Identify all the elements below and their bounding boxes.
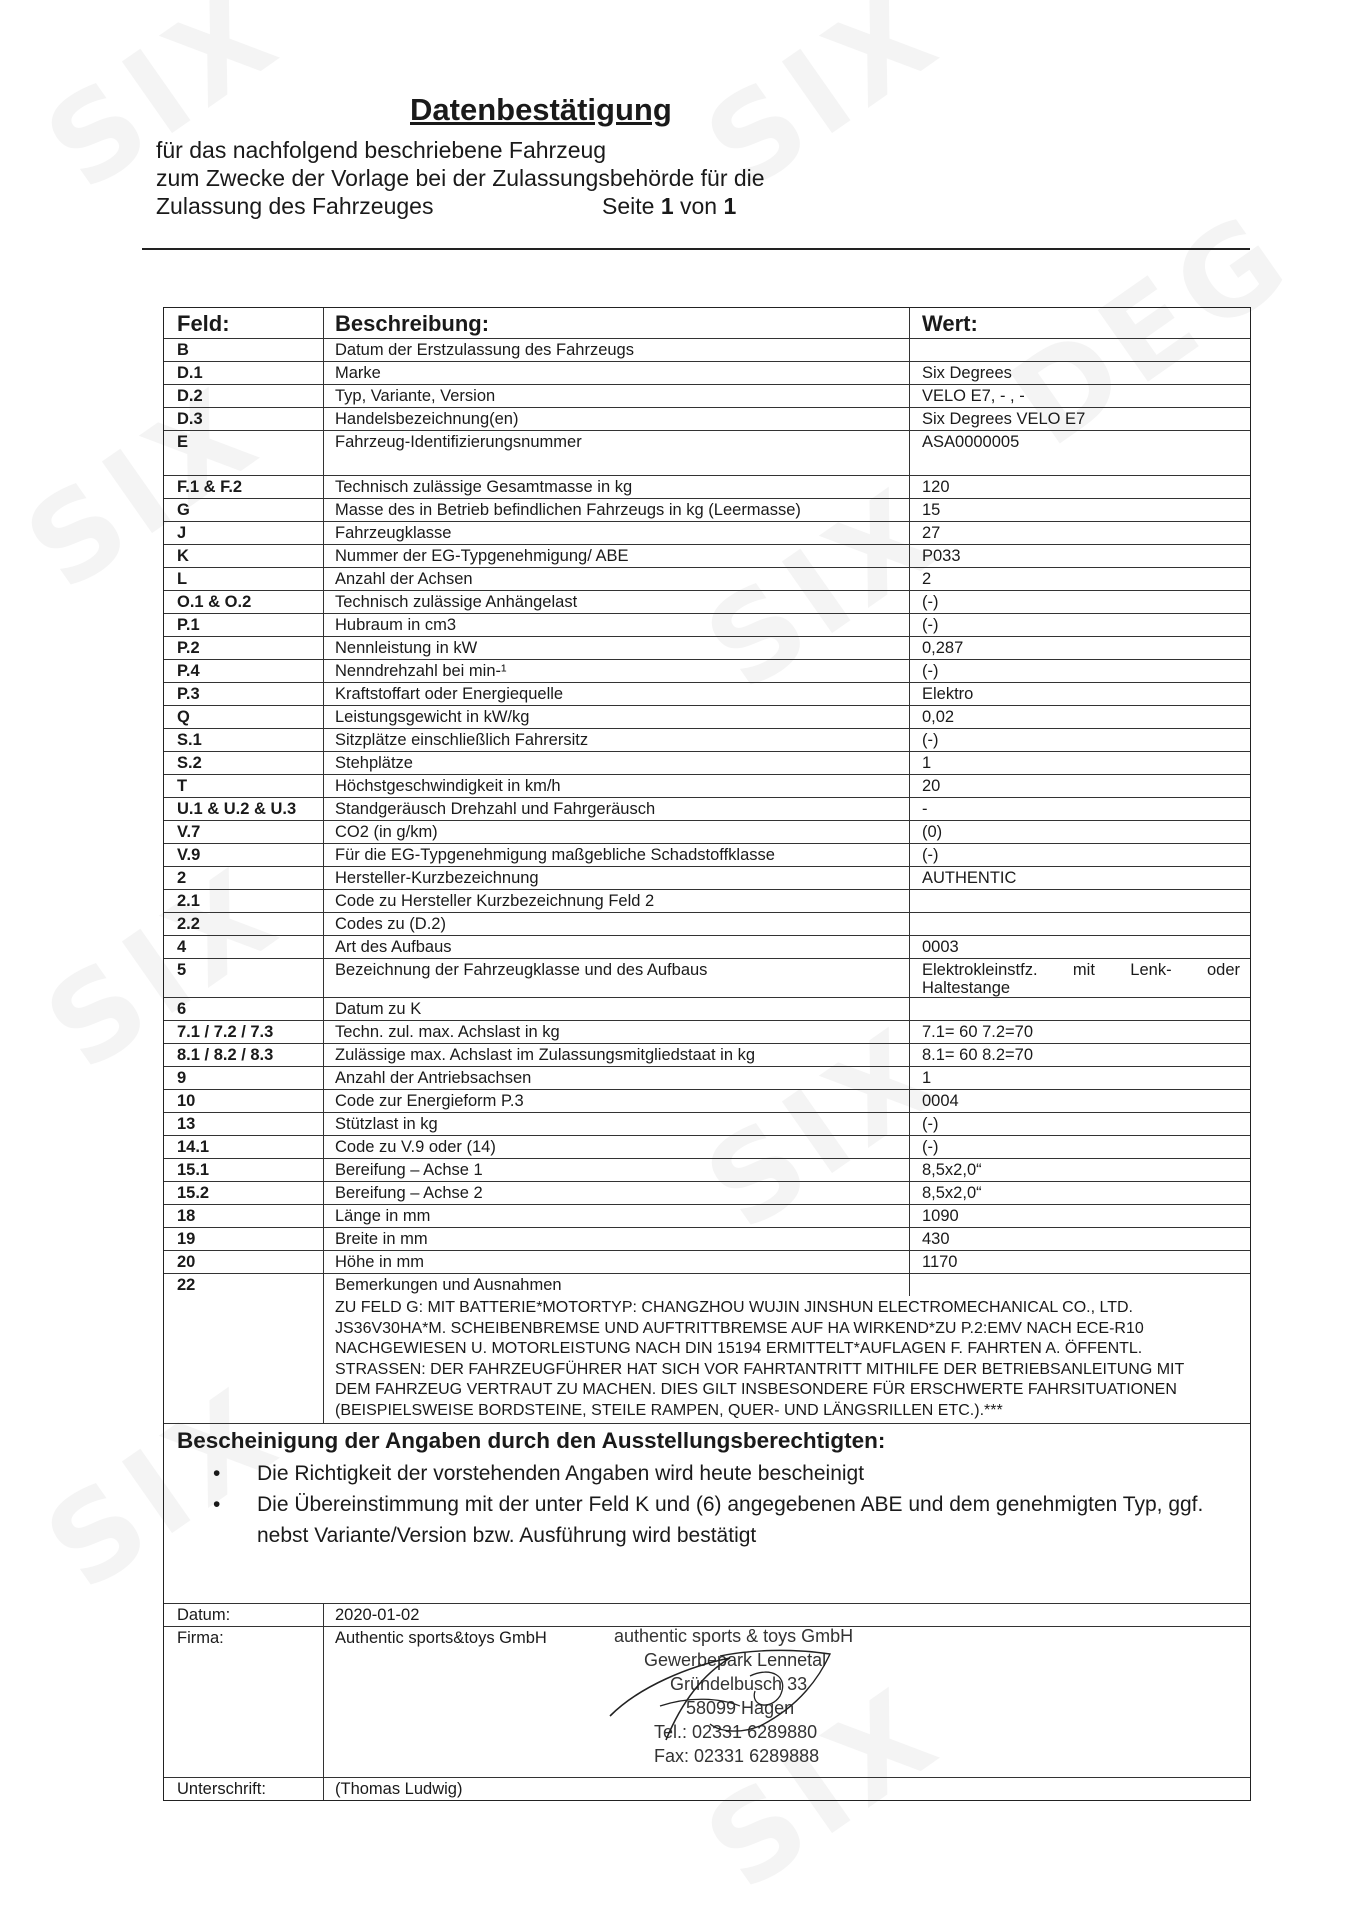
field-description: Techn. zul. max. Achslast in kg xyxy=(324,1021,910,1043)
field-code: 4 xyxy=(164,936,324,958)
field-code: 2.2 xyxy=(164,913,324,935)
field-description: Stehplätze xyxy=(324,752,910,774)
field-value: 8,5x2,0“ xyxy=(922,1184,982,1202)
field-value: (-) xyxy=(922,662,939,680)
table-row xyxy=(164,936,1250,959)
field-code: D.3 xyxy=(164,408,324,430)
field-code: L xyxy=(164,568,324,590)
table-row xyxy=(164,1159,1250,1182)
remarks-row xyxy=(164,1296,1250,1424)
header-beschreibung: Beschreibung: xyxy=(324,308,910,338)
header-divider xyxy=(142,248,1250,250)
field-description: Sitzplätze einschließlich Fahrersitz xyxy=(324,729,910,751)
field-value: 7.1= 60 7.2=70 xyxy=(922,1023,1034,1041)
page-indicator: Seite 1 von 1 xyxy=(602,193,737,219)
field-value: (-) xyxy=(922,846,939,864)
table-row xyxy=(164,660,1250,683)
field-value: 0,02 xyxy=(922,708,955,726)
field-description: Standgeräusch Drehzahl und Fahrgeräusch xyxy=(324,798,910,820)
table-row xyxy=(164,522,1250,545)
stamp-street-area: Gewerbepark Lennetal xyxy=(644,1650,827,1670)
field-value xyxy=(910,959,1250,997)
field-value: 430 xyxy=(922,1230,950,1248)
field-value xyxy=(910,998,1250,1020)
table-row xyxy=(164,476,1250,499)
field-code: O.1 & O.2 xyxy=(164,591,324,613)
field-value: Six Degrees VELO E7 xyxy=(922,410,1086,428)
datum-label: Datum: xyxy=(164,1604,324,1626)
field-code: 2.1 xyxy=(164,890,324,912)
field-description: Handelsbezeichnung(en) xyxy=(324,408,910,430)
unterschrift-label: Unterschrift: xyxy=(164,1778,324,1800)
table-header xyxy=(164,308,1250,339)
field-code: 13 xyxy=(164,1113,324,1135)
table-row xyxy=(164,867,1250,890)
table-row xyxy=(164,1113,1250,1136)
field-value: 1090 xyxy=(922,1207,959,1225)
field-description: Typ, Variante, Version xyxy=(324,385,910,407)
field-description: Technisch zulässige Gesamtmasse in kg xyxy=(324,476,910,498)
field-code: 19 xyxy=(164,1228,324,1250)
field-description: Zulässige max. Achslast im Zulassungsmitgliedstaat in kg xyxy=(324,1044,910,1066)
field-value: 2 xyxy=(922,570,932,588)
field-code: 6 xyxy=(164,998,324,1020)
field-code: P.3 xyxy=(164,683,324,705)
field-code: B xyxy=(164,339,324,361)
field-code: G xyxy=(164,499,324,521)
field-value: 27 xyxy=(922,524,941,542)
certification-section xyxy=(164,1424,1250,1604)
certification-bullet: • Die Richtigkeit der vorstehenden Angaben wird heute bescheinigt xyxy=(257,1458,1250,1489)
table-row xyxy=(164,568,1250,591)
field-code: D.2 xyxy=(164,385,324,407)
field-description: Fahrzeug-Identifizierungsnummer xyxy=(324,431,910,475)
field-description: Nennleistung in kW xyxy=(324,637,910,659)
handwritten-signature xyxy=(600,1636,860,1746)
field-code: J xyxy=(164,522,324,544)
field-value xyxy=(910,913,1250,935)
intro-line-1: für das nachfolgend beschriebene Fahrzeug xyxy=(156,137,607,163)
stamp-city: 58099 Hagen xyxy=(686,1698,795,1718)
field-code: D.1 xyxy=(164,362,324,384)
field-description: Nummer der EG-Typgenehmigung/ ABE xyxy=(324,545,910,567)
table-row xyxy=(164,844,1250,867)
stamp-fax: Fax: 02331 6289888 xyxy=(654,1746,820,1766)
field-description: Masse des in Betrieb befindlichen Fahrzeugs in kg (Leermasse) xyxy=(324,499,910,521)
field-code: 22 xyxy=(164,1274,324,1296)
field-description: Für die EG-Typgenehmigung maßgebliche Schadstoffklasse xyxy=(324,844,910,866)
field-description: Datum zu K xyxy=(324,998,910,1020)
certification-bullet: • Die Übereinstimmung mit der unter Feld K und (6) angegebenen ABE und dem genehmigten Typ, ggf. nebst Variante/Version bzw. Ausführung wird bestätigt xyxy=(257,1489,1250,1551)
field-value: (-) xyxy=(922,616,939,634)
field-value: (-) xyxy=(922,731,939,749)
field-code: 15.2 xyxy=(164,1182,324,1204)
field-description: Technisch zulässige Anhängelast xyxy=(324,591,910,613)
table-row xyxy=(164,1044,1250,1067)
field-value: 0004 xyxy=(922,1092,959,1110)
field-description: Fahrzeugklasse xyxy=(324,522,910,544)
field-description: Leistungsgewicht in kW/kg xyxy=(324,706,910,728)
field-code: P.4 xyxy=(164,660,324,682)
field-description: Hersteller-Kurzbezeichnung xyxy=(324,867,910,889)
field-description: Höhe in mm xyxy=(324,1251,910,1273)
table-row xyxy=(164,1090,1250,1113)
firma-label: Firma: xyxy=(164,1627,324,1777)
table-row xyxy=(164,1182,1250,1205)
table-row xyxy=(164,798,1250,821)
page-title: Datenbestätigung xyxy=(410,92,672,127)
field-value xyxy=(910,339,1250,361)
table-row xyxy=(164,362,1250,385)
field-value: Elektro xyxy=(922,685,974,703)
field-value: 1170 xyxy=(922,1253,958,1271)
field-description: Code zu Hersteller Kurzbezeichnung Feld 2 xyxy=(324,890,910,912)
table-row xyxy=(164,729,1250,752)
table-row xyxy=(164,821,1250,844)
field-value: VELO E7, - , - xyxy=(922,387,1025,405)
datum-value: 2020-01-02 xyxy=(335,1606,420,1624)
field-description: Codes zu (D.2) xyxy=(324,913,910,935)
table-row xyxy=(164,706,1250,729)
table-row xyxy=(164,1067,1250,1090)
field-description: Code zur Energieform P.3 xyxy=(324,1090,910,1112)
footer-signature-row xyxy=(164,1778,1250,1800)
field-value xyxy=(910,890,1250,912)
data-table xyxy=(163,307,1251,1801)
table-row xyxy=(164,683,1250,706)
field-value: (0) xyxy=(922,823,943,841)
unterschrift-value: (Thomas Ludwig) xyxy=(335,1780,463,1798)
header-feld: Feld: xyxy=(164,308,324,338)
field-description: Art des Aufbaus xyxy=(324,936,910,958)
header-wert: Wert: xyxy=(922,311,978,336)
field-value: 8.1= 60 8.2=70 xyxy=(922,1046,1034,1064)
field-value: (-) xyxy=(922,593,939,611)
intro-line-3: Zulassung des Fahrzeuges xyxy=(156,193,434,219)
field-code: T xyxy=(164,775,324,797)
table-row xyxy=(164,890,1250,913)
table-row xyxy=(164,1021,1250,1044)
field-code: 18 xyxy=(164,1205,324,1227)
firma-value: Authentic sports&toys GmbH xyxy=(335,1629,547,1647)
field-description: Marke xyxy=(324,362,910,384)
stamp-company: authentic sports & toys GmbH xyxy=(614,1626,854,1646)
field-code: 20 xyxy=(164,1251,324,1273)
field-code: 5 xyxy=(164,959,324,997)
table-row xyxy=(164,1136,1250,1159)
field-value: 20 xyxy=(922,777,941,795)
field-code: V.7 xyxy=(164,821,324,843)
table-row xyxy=(164,637,1250,660)
intro-line-2: zum Zwecke der Vorlage bei der Zulassungsbehörde für die xyxy=(156,165,765,191)
field-description: Datum der Erstzulassung des Fahrzeugs xyxy=(324,339,910,361)
remarks-text: ZU FELD G: MIT BATTERIE*MOTORTYP: CHANGZHOU WUJIN JINSHUN ELECTROMECHANICAL CO., LTD. JS36V30HA*M. SCHEIBENBREMSE UND AUFTRITTBREMSE AUF HA WIRKEND*ZU P.2:EMV NACH ECE-R10 NACHGEWIESEN U. MOTORLEISTUNG NACH DIN 15194 ERMITTELT*AUFLAGEN F. FAHRTEN A. ÖFFENTL. STRASSEN: DER FAHRZEUGFÜHRER HAT SICH VOR FAHRTANTRITT MITHILFE DER BETRIEBSANLEITUNG MIT DEM FAHRZEUG VERTRAUT ZU MACHEN. DIES GILT INSBESONDERE FÜR ERSCHWERTE FAHRSITUATIONEN (BEISPIELSWEISE BORDSTEINE, STEILE RAMPEN, QUER- UND LÄNGSRILLEN ETC.).*** xyxy=(335,1299,1184,1419)
table-row xyxy=(164,545,1250,568)
stamp-street: Gründelbusch 33 xyxy=(670,1674,808,1694)
field-code: 15.1 xyxy=(164,1159,324,1181)
field-value: - xyxy=(922,800,928,818)
field-value: P033 xyxy=(922,547,961,565)
certification-heading: Bescheinigung der Angaben durch den Ausstellungsberechtigten: xyxy=(177,1428,886,1453)
field-code: S.2 xyxy=(164,752,324,774)
field-code: Q xyxy=(164,706,324,728)
field-description: CO2 (in g/km) xyxy=(324,821,910,843)
field-code: V.9 xyxy=(164,844,324,866)
value-line-2: Haltestange xyxy=(922,979,1011,997)
field-description: Bereifung – Achse 1 xyxy=(324,1159,910,1181)
table-row xyxy=(164,913,1250,936)
field-value: 120 xyxy=(922,478,950,496)
field-value: Six Degrees xyxy=(922,364,1012,382)
field-code: K xyxy=(164,545,324,567)
table-row xyxy=(164,1205,1250,1228)
table-row xyxy=(164,408,1250,431)
field-value: 8,5x2,0“ xyxy=(922,1161,982,1179)
field-value: (-) xyxy=(922,1115,939,1133)
field-description: Länge in mm xyxy=(324,1205,910,1227)
field-description: Nenndrehzahl bei min-¹ xyxy=(324,660,910,682)
field-description: Bezeichnung der Fahrzeugklasse und des Aufbaus xyxy=(324,959,910,997)
field-code: 14.1 xyxy=(164,1136,324,1158)
table-row xyxy=(164,1274,1250,1296)
field-code: 7.1 / 7.2 / 7.3 xyxy=(164,1021,324,1043)
field-description: Bereifung – Achse 2 xyxy=(324,1182,910,1204)
field-description: Anzahl der Achsen xyxy=(324,568,910,590)
table-row xyxy=(164,385,1250,408)
field-code: U.1 & U.2 & U.3 xyxy=(164,798,324,820)
field-description: Hubraum in cm3 xyxy=(324,614,910,636)
table-row xyxy=(164,339,1250,362)
field-description: Bemerkungen und Ausnahmen xyxy=(324,1274,910,1296)
field-code: S.1 xyxy=(164,729,324,751)
field-description: Kraftstoffart oder Energiequelle xyxy=(324,683,910,705)
field-code: P.1 xyxy=(164,614,324,636)
field-code: F.1 & F.2 xyxy=(164,476,324,498)
table-row xyxy=(164,1228,1250,1251)
table-row xyxy=(164,1251,1250,1274)
table-row xyxy=(164,614,1250,637)
field-value: AUTHENTIC xyxy=(922,869,1017,887)
field-value: 0,287 xyxy=(922,639,964,657)
field-code: P.2 xyxy=(164,637,324,659)
field-code: 10 xyxy=(164,1090,324,1112)
certification-list xyxy=(177,1458,1250,1551)
field-code: 8.1 / 8.2 / 8.3 xyxy=(164,1044,324,1066)
field-code: 9 xyxy=(164,1067,324,1089)
table-row xyxy=(164,431,1250,476)
table-row xyxy=(164,591,1250,614)
field-code: 2 xyxy=(164,867,324,889)
table-row xyxy=(164,752,1250,775)
stamp-phone: Tel.: 02331 6289880 xyxy=(654,1722,818,1742)
field-description: Anzahl der Antriebsachsen xyxy=(324,1067,910,1089)
field-value: 1 xyxy=(922,754,932,772)
field-value: ASA0000005 xyxy=(922,433,1020,451)
table-row xyxy=(164,998,1250,1021)
field-description: Code zu V.9 oder (14) xyxy=(324,1136,910,1158)
table-row xyxy=(164,499,1250,522)
field-description: Breite in mm xyxy=(324,1228,910,1250)
field-value: (-) xyxy=(922,1138,939,1156)
table-row xyxy=(164,959,1250,998)
value-line-1: Elektrokleinstfz. mit Lenk- oder xyxy=(922,961,1240,979)
field-value: 0003 xyxy=(922,938,959,956)
field-description: Höchstgeschwindigkeit in km/h xyxy=(324,775,910,797)
field-description: Stützlast in kg xyxy=(324,1113,910,1135)
table-row xyxy=(164,775,1250,798)
field-code: E xyxy=(164,431,324,475)
field-value: 1 xyxy=(922,1069,932,1087)
field-value: 15 xyxy=(922,501,941,519)
field-value xyxy=(910,1274,1250,1296)
